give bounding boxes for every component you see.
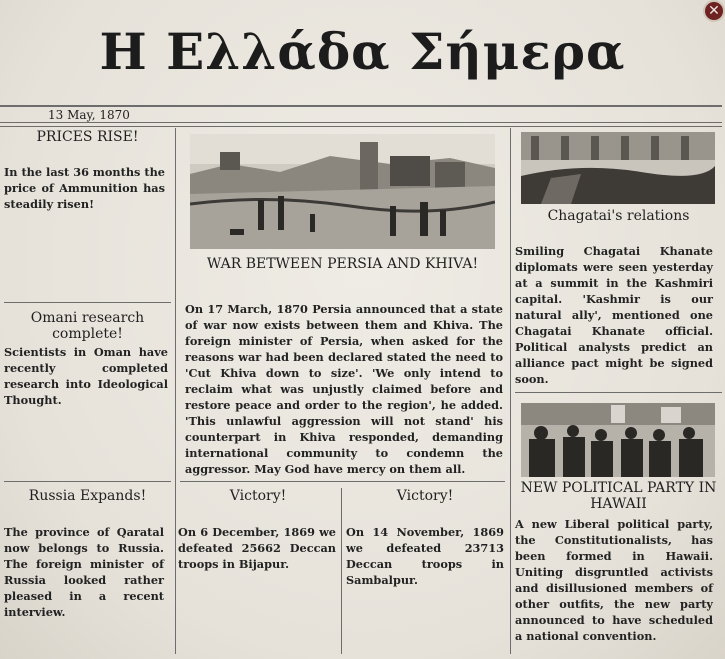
column-divider bbox=[510, 128, 511, 654]
headline-russia: Russia Expands! bbox=[28, 488, 147, 504]
divider bbox=[4, 302, 171, 303]
article-party: A new Liberal political party, the Constitutionalists, has been formed in Hawaii. Uniting disgruntled activists and disillusioned members of other outfits, the new party announced to have scheduled a national convention. bbox=[515, 517, 713, 643]
war-illustration bbox=[190, 134, 495, 249]
date-rule bbox=[0, 122, 722, 123]
article-war: On 17 March, 1870 Persia announced that a state of war now exists between them and Khiva. The foreign minister of Persia, when asked for the reasons war had been declared stated the need to 'Cut Khiva down to size'. 'We only intend to reclaim what was unjustly claimed before and restore peace and order to the region', he added. 'This unlawful aggression will not stand' his counterpart in Khiva responded, demanding international community to condemn the aggressor. May God have mercy on them all. bbox=[185, 302, 503, 476]
divider bbox=[4, 481, 171, 482]
headline-omani: Omani research complete! bbox=[30, 310, 145, 342]
divider bbox=[180, 481, 505, 482]
divider bbox=[0, 126, 722, 127]
headline-war: WAR BETWEEN PERSIA AND KHIVA! bbox=[206, 256, 479, 272]
article-russia: The province of Qaratal now belongs to Russia. The foreign minister of Russia looked rather pleased in a recent interview. bbox=[4, 525, 164, 619]
masthead-rule bbox=[0, 105, 722, 107]
newspaper-title: Η Ελλάδα Σήμερα bbox=[99, 22, 626, 81]
column-divider bbox=[341, 488, 342, 654]
headline-victory-2: Victory! bbox=[396, 488, 454, 504]
article-chagatai: Smiling Chagatai Khanate diplomats were seen yesterday at a summit in the Kashmiri capital. 'Kashmir is our natural ally', mentioned one Chagatai Khanate official. Political analysts predict an alliance pact might be signed soon. bbox=[515, 244, 713, 386]
headline-party: NEW POLITICAL PARTY IN HAWAII bbox=[520, 480, 717, 512]
article-victory-2: On 14 November, 1869 we defeated 23713 Deccan troops in Sambalpur. bbox=[346, 525, 504, 587]
close-icon[interactable]: ✕ bbox=[703, 0, 725, 22]
headline-chagatai: Chagatai's relations bbox=[547, 208, 690, 224]
headline-prices: PRICES RISE! bbox=[36, 129, 139, 145]
divider bbox=[515, 392, 722, 393]
headline-victory-1: Victory! bbox=[229, 488, 287, 504]
summit-illustration bbox=[521, 132, 715, 204]
column-divider bbox=[175, 128, 176, 654]
article-victory-1: On 6 December, 1869 we defeated 25662 Deccan troops in Bijapur. bbox=[178, 525, 336, 571]
issue-date: 13 May, 1870 bbox=[48, 108, 130, 122]
article-omani: Scientists in Oman have recently completed research into Ideological Thought. bbox=[4, 345, 168, 407]
article-prices: In the last 36 months the price of Ammunition has steadily risen! bbox=[4, 165, 165, 211]
party-photo bbox=[521, 403, 715, 477]
